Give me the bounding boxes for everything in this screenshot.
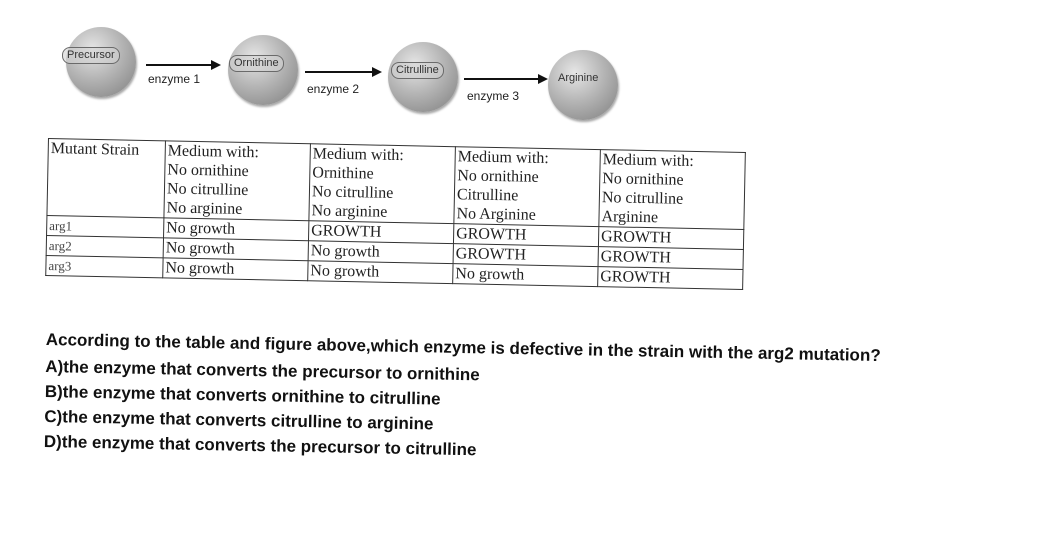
enzyme-3-arrow <box>464 78 539 80</box>
arginine-node <box>548 50 618 120</box>
header-medium-3 <box>454 147 601 227</box>
result-cell: GROWTH <box>453 244 598 267</box>
enzyme-1-label: enzyme 1 <box>148 72 201 86</box>
header-line: No arginine <box>166 199 243 218</box>
ornithine-label: Ornithine <box>229 55 284 72</box>
header-line: No ornithine <box>457 167 539 186</box>
header-line: Arginine <box>601 208 659 227</box>
header-line: Ornithine <box>312 164 374 183</box>
result-cell: No growth <box>163 238 308 261</box>
strain-cell: arg3 <box>46 255 163 277</box>
citrulline-node <box>388 42 458 112</box>
precursor-label: Precursor <box>62 47 120 64</box>
arginine-label: Arginine <box>558 72 599 84</box>
question-block <box>44 330 1006 472</box>
header-line: No citrulline <box>166 180 249 200</box>
result-cell: No growth <box>308 241 453 264</box>
result-cell: No growth <box>164 218 309 241</box>
header-line: No citrulline <box>601 189 684 208</box>
header-line: No arginine <box>311 202 388 221</box>
result-cell: GROWTH <box>308 221 453 244</box>
result-cell: No growth <box>163 258 308 281</box>
header-medium-2 <box>309 144 456 224</box>
option-c[interactable]: C)the enzyme that converts citrulline to arginine <box>44 406 434 434</box>
growth-table <box>45 138 746 290</box>
enzyme-2-arrow <box>305 71 373 73</box>
option-a[interactable]: A)the enzyme that converts the precursor to ornithine <box>45 356 480 385</box>
header-line: No citrulline <box>311 183 394 202</box>
result-cell: No growth <box>308 261 453 284</box>
header-line: No ornithine <box>602 170 684 189</box>
question-text: According to the table and figure above,which enzyme is defective in the strain with the arg2 mutation? <box>45 330 881 366</box>
citrulline-label: Citrulline <box>391 62 444 79</box>
strain-cell: arg1 <box>47 215 164 237</box>
enzyme-2-label: enzyme 2 <box>307 82 360 96</box>
result-cell: No growth <box>453 264 598 287</box>
header-medium-4 <box>599 150 746 230</box>
header-mutant-strain <box>47 139 166 218</box>
enzyme-1-arrow <box>146 64 212 66</box>
precursor-node <box>66 27 136 97</box>
option-b[interactable]: B)the enzyme that converts ornithine to citrulline <box>44 381 441 409</box>
growth-table-wrapper <box>45 138 746 290</box>
result-cell: GROWTH <box>598 247 743 270</box>
enzyme-3-label: enzyme 3 <box>467 89 520 103</box>
strain-cell: arg2 <box>46 235 163 257</box>
header-medium-1 <box>164 141 311 221</box>
answer-options <box>44 354 1006 472</box>
table-header-row <box>47 139 745 230</box>
header-line: No ornithine <box>167 161 249 181</box>
result-cell: GROWTH <box>598 267 743 290</box>
ornithine-node <box>228 35 298 105</box>
option-d[interactable]: D)the enzyme that converts the precursor to citrulline <box>43 431 477 460</box>
header-line: Citrulline <box>456 186 519 205</box>
header-line: Medium with: <box>602 151 694 170</box>
header-line: Medium with: <box>312 145 404 165</box>
header-line: Medium with: <box>457 148 549 168</box>
header-line: Mutant Strain <box>50 140 140 159</box>
header-line: No Arginine <box>456 205 536 224</box>
header-line: Medium with: <box>167 142 260 162</box>
metabolic-pathway-figure <box>0 0 1048 125</box>
result-cell: GROWTH <box>453 224 598 247</box>
result-cell: GROWTH <box>598 227 743 250</box>
